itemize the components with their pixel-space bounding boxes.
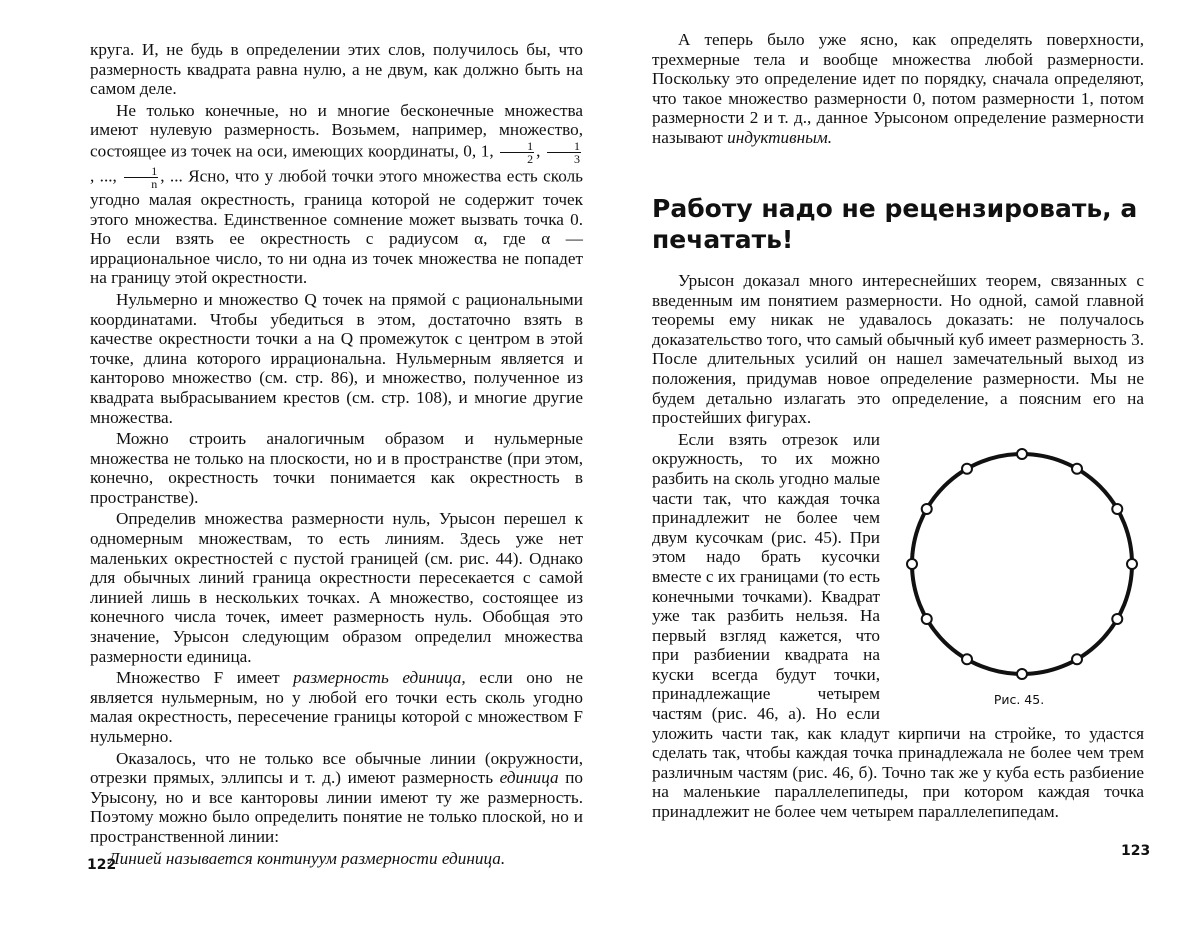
paragraph	[90, 749, 583, 847]
division-point	[1072, 654, 1082, 664]
division-point	[962, 463, 972, 473]
fraction-numerator: 1	[500, 140, 534, 153]
fraction-denominator: 2	[500, 153, 534, 165]
figure-caption: Рис. 45.	[894, 690, 1144, 710]
emphasis: единица	[500, 768, 559, 787]
division-point	[1017, 669, 1027, 679]
fraction-denominator: n	[124, 178, 158, 190]
paragraph-text: Не только конечные, но и многие бесконечные множества имеют нулевую размерность. Возьмем, например, множество, состоящее из точек на оси, имеющих координаты, 0, 1,	[90, 101, 583, 161]
division-point	[1127, 559, 1137, 569]
paragraph	[90, 668, 583, 746]
division-point	[1112, 614, 1122, 624]
paragraph: Определив множества размерности нуль, Урысон перешел к одномерным множествам, то есть линиям. Здесь уже нет маленьких окрестностей с пустой границей (см. рис. 44). Однако для обычных линий граница окрестности пересекается с самой линией лишь в нескольких точках. А множество, состоящее из конечного числа точек, имеет размерность нуль. Обобщая это значение, Урысон следующим образом определил множества размерности единица.	[90, 509, 583, 666]
fraction	[500, 140, 534, 165]
division-point	[922, 614, 932, 624]
paragraph-text: если оно не является нульмерным, но у любой его точки есть сколь угодно малая окрестность, пересечение границы которой с множеством F нульмерно.	[90, 668, 583, 746]
paragraph: Если взять отрезок или окружность, то их можно разбить на сколь угодно малые части так, что каждая точка принадлежит не более чем двум кусочкам (рис. 45). При этом надо брать кусочки вместе с их границами (то есть конечными точками). Квадрат уже так разбить нельзя. На первый взгляд кажется, что при разбиении квадрата на куски всегда будут точки, принадлежащие четырем частям (рис. 46, а). Но если уложить части так, как кладут кирпичи на стройке, то удастся сделать так, чтобы каждая точка принадлежала не более чем трем различным частям (рис. 46, б). Точно так же у куба есть разбиение на маленькие параллелепипеды, при котором каждая точка принадлежит не более чем четырем параллелепипедам.	[652, 430, 1144, 822]
right-page-intro	[652, 30, 1144, 150]
paragraph-text: Множество F имеет	[116, 668, 280, 687]
paragraph-text: ... Ясно, что у любой точки этого множества есть сколь угодно малая окрестность, граница которой не содержит точек этого множества. Единственное сомнение может вызвать точка 0. Но если взять ее окрестность с радиусом α, где α — иррациональное число, то ни одна из точек множества не попадет на границу этой окрестности.	[90, 166, 583, 287]
emphasis: размерность единица,	[293, 668, 466, 687]
paragraph: Урысон доказал много интереснейших теорем, связанных с введенным им понятием размерности. Но одной, самой главной теоремы ему никак не удавалось доказать: не получалось доказательство того, что самый обычный куб имеет размерность 3. После длительных усилий он нашел замечательный выход из положения, придумав новое определение размерности. Мы не будем детально излагать это определение, а поясним его на простейших фигурах.	[652, 271, 1144, 428]
right-page-body	[652, 271, 1144, 824]
fraction	[547, 140, 581, 165]
paragraph-text: по Урысону, но и все канторовы линии имеют ту же размерность. Поэтому можно было определить понятие не только плоской, но и пространственной линии:	[90, 768, 583, 846]
page-number-left: 122	[87, 857, 116, 873]
page-number-right: 123	[1121, 843, 1150, 859]
division-point	[1072, 463, 1082, 473]
circle-outline	[912, 454, 1132, 674]
paragraph: Нульмерно и множество Q точек на прямой с рациональными координатами. Чтобы убедиться в этом, достаточно взять в качестве окрестности точки a на Q промежуток с центром в этой точке, длина которого иррациональна. Нульмерным является и канторово множество (см. стр. 86), и множество, полученное из квадрата выбрасыванием крестов (см. стр. 108), и многие другие множества.	[90, 290, 583, 427]
section-heading: Работу надо не рецензировать, а печатать!	[652, 193, 1152, 255]
left-page-text	[90, 40, 583, 870]
emphasis: индуктивным.	[727, 128, 832, 147]
paragraph	[652, 30, 1144, 148]
fraction	[124, 165, 158, 190]
paragraph: круга. И, не будь в определении этих слов, получилось бы, что размерность квадрата равна нулю, а не двум, как должно быть на самом деле.	[90, 40, 583, 99]
figure-45	[894, 432, 1144, 718]
ellipsis: , ...,	[90, 166, 117, 185]
division-point	[922, 504, 932, 514]
fraction-numerator: 1	[124, 165, 158, 178]
fraction-denominator: 3	[547, 153, 581, 165]
fraction-numerator: 1	[547, 140, 581, 153]
division-point	[1017, 449, 1027, 459]
definition-line: Линией называется континуум размерности единица.	[90, 849, 583, 869]
paragraph-text: Оказалось, что не только все обычные линии (окружности, отрезки прямых, эллипсы и т. д.) имеют размерность	[90, 749, 583, 788]
division-point	[962, 654, 972, 664]
circle-figure	[894, 432, 1144, 682]
division-point	[1112, 504, 1122, 514]
paragraph-text: А теперь было уже ясно, как определять поверхности, трехмерные тела и вообще множества любой размерности. Поскольку это определение идет по порядку, сначала определяют, что такое множество размерности 0, потом размерности 1, потом размерности 2 и т. д., данное Урысоном определение размерности называют	[652, 30, 1144, 147]
paragraph: Не только конечные, но и многие бесконечные множества имеют нулевую размерность. Возьмем, например, множество, состоящее из точек на оси, имеющих координаты, 0, 1, 1 2 , 1 3 , ..., 1 n , ... Ясно, что у любой точки этого множества есть сколь угодно малая окрестность, граница которой не содержит точек этого множества. Единственное сомнение может вызвать точка 0. Но если взять ее окрестность с радиусом α, где α — иррациональное число, то ни одна из точек множества не попадет на границу этой окрестности.	[90, 101, 583, 288]
paragraph: Можно строить аналогичным образом и нульмерные множества не только на плоскости, но и в пространстве (при этом, конечно, окрестность точки понимается как окрестность в пространстве).	[90, 429, 583, 507]
division-point	[907, 559, 917, 569]
